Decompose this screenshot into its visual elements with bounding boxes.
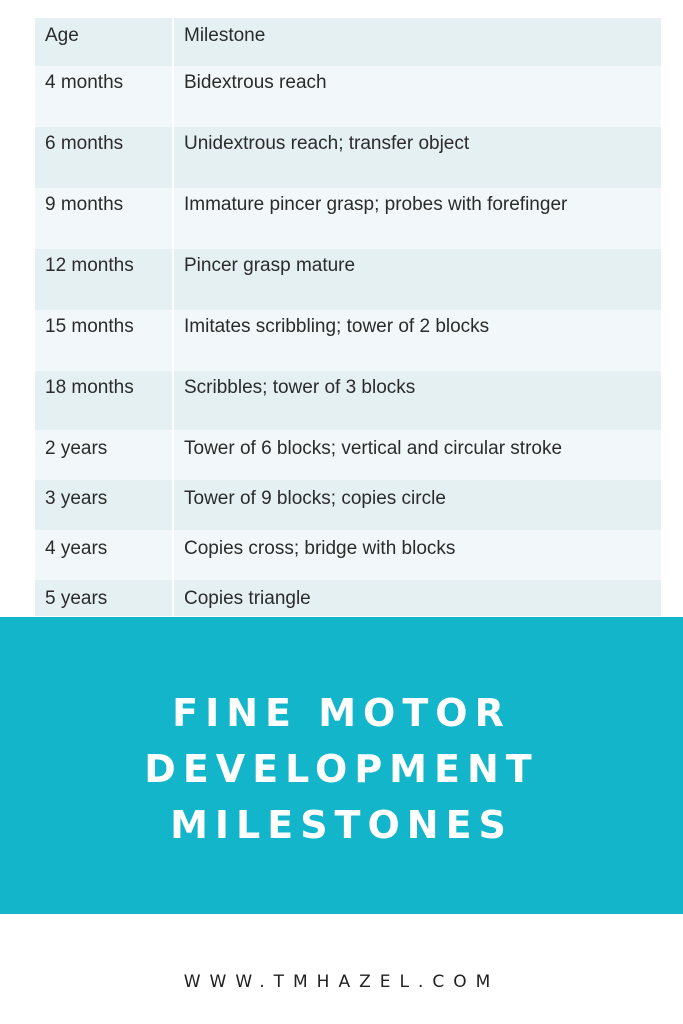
milestone-cell: Tower of 6 blocks; vertical and circular stroke <box>184 438 563 459</box>
title-banner <box>0 617 683 914</box>
header-milestone: Milestone <box>184 25 266 46</box>
banner-title-line: DEVELOPMENT <box>144 747 539 791</box>
age-cell: 9 months <box>35 188 173 249</box>
table-row <box>35 188 661 249</box>
banner-title-line: MILESTONES <box>170 803 513 847</box>
table-row <box>35 580 661 616</box>
table-row <box>35 371 661 430</box>
milestone-cell: Pincer grasp mature <box>184 255 356 276</box>
age-cell: 2 years <box>35 430 173 480</box>
website-link[interactable]: WWW.TMHAZEL.COM <box>183 972 500 992</box>
milestone-table <box>35 18 661 616</box>
table-row <box>35 430 661 480</box>
table-row <box>35 249 661 310</box>
age-cell: 18 months <box>35 371 173 430</box>
age-cell: 12 months <box>35 249 173 310</box>
age-cell: 6 months <box>35 127 173 188</box>
milestone-cell: Scribbles; tower of 3 blocks <box>184 377 416 398</box>
milestone-cell: Tower of 9 blocks; copies circle <box>184 488 446 509</box>
banner-title-line: FINE MOTOR <box>172 691 511 735</box>
banner-title <box>0 685 683 853</box>
header-age: Age <box>35 18 173 66</box>
milestone-cell: Unidextrous reach; transfer object <box>184 133 470 154</box>
milestone-cell: Bidextrous reach <box>184 72 327 93</box>
table-row <box>35 310 661 371</box>
table-row <box>35 66 661 127</box>
age-cell: 4 years <box>35 530 173 580</box>
table-row <box>35 127 661 188</box>
age-cell: 5 years <box>35 580 173 616</box>
age-cell: 15 months <box>35 310 173 371</box>
age-cell: 3 years <box>35 480 173 530</box>
table-header-row <box>35 18 661 66</box>
milestone-cell: Copies cross; bridge with blocks <box>184 538 456 559</box>
milestone-cell: Copies triangle <box>184 588 311 609</box>
table-row <box>35 480 661 530</box>
milestone-cell: Immature pincer grasp; probes with forefinger <box>184 194 568 215</box>
age-cell: 4 months <box>35 66 173 127</box>
milestone-cell: Imitates scribbling; tower of 2 blocks <box>184 316 490 337</box>
table-row <box>35 530 661 580</box>
